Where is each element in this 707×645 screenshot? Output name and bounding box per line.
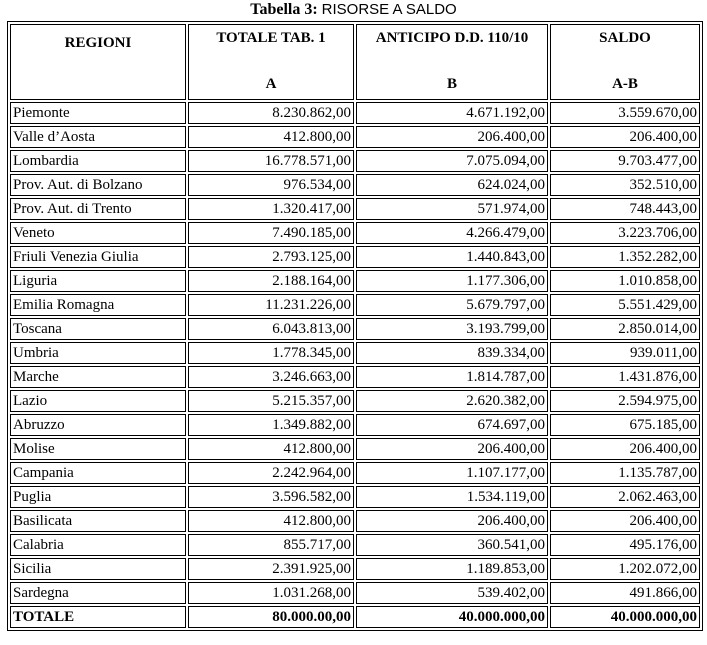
table-row [10,318,700,340]
resources-table [7,21,703,631]
total-saldo-cell: 40.000.000,00 [550,606,700,628]
region-cell: Campania [10,462,186,484]
anticipo-cell: 1.189.853,00 [356,558,548,580]
totale-cell: 7.490.185,00 [188,222,354,244]
table-row [10,102,700,124]
anticipo-cell: 1.534.119,00 [356,486,548,508]
table-row [10,486,700,508]
header-row [10,24,700,100]
table-row [10,126,700,148]
saldo-cell: 206.400,00 [550,510,700,532]
region-cell: Sicilia [10,558,186,580]
region-cell: Basilicata [10,510,186,532]
anticipo-cell: 4.671.192,00 [356,102,548,124]
anticipo-cell: 3.193.799,00 [356,318,548,340]
saldo-cell: 939.011,00 [550,342,700,364]
region-cell: Toscana [10,318,186,340]
region-cell: Valle d’Aosta [10,126,186,148]
anticipo-cell: 1.814.787,00 [356,366,548,388]
table-row [10,414,700,436]
saldo-cell: 675.185,00 [550,414,700,436]
anticipo-cell: 1.440.843,00 [356,246,548,268]
totale-cell: 2.188.164,00 [188,270,354,292]
table-row [10,582,700,604]
region-cell: Sardegna [10,582,186,604]
totale-cell: 5.215.357,00 [188,390,354,412]
table-row [10,246,700,268]
region-cell: Abruzzo [10,414,186,436]
region-cell: Umbria [10,342,186,364]
table-row [10,174,700,196]
table-row [10,294,700,316]
caption-label: Tabella 3: [250,1,318,18]
header-regioni [10,24,186,100]
totale-cell: 412.800,00 [188,438,354,460]
table-row [10,510,700,532]
header-totale-code: A [265,76,277,92]
total-totale-cell: 80.000.00,00 [188,606,354,628]
totale-cell: 855.717,00 [188,534,354,556]
header-anticipo-label: ANTICIPO D.D. 110/10 [375,30,529,46]
saldo-cell: 206.400,00 [550,126,700,148]
region-cell: Calabria [10,534,186,556]
totale-cell: 3.246.663,00 [188,366,354,388]
saldo-cell: 491.866,00 [550,582,700,604]
totale-cell: 412.800,00 [188,510,354,532]
header-saldo-label: SALDO [599,30,651,46]
total-label: TOTALE [10,606,186,628]
saldo-cell: 1.010.858,00 [550,270,700,292]
anticipo-cell: 7.075.094,00 [356,150,548,172]
anticipo-cell: 1.107.177,00 [356,462,548,484]
totale-cell: 1.320.417,00 [188,198,354,220]
header-totale-label: TOTALE TAB. 1 [216,30,326,46]
table-body [10,102,700,628]
totale-cell: 1.349.882,00 [188,414,354,436]
anticipo-cell: 206.400,00 [356,510,548,532]
header-saldo [550,24,700,100]
totale-cell: 8.230.862,00 [188,102,354,124]
anticipo-cell: 624.024,00 [356,174,548,196]
anticipo-cell: 839.334,00 [356,342,548,364]
saldo-cell: 206.400,00 [550,438,700,460]
region-cell: Lazio [10,390,186,412]
header-anticipo-code: B [446,76,457,92]
saldo-cell: 495.176,00 [550,534,700,556]
table-row [10,198,700,220]
table-row [10,366,700,388]
table-row [10,438,700,460]
region-cell: Prov. Aut. di Trento [10,198,186,220]
table-caption [0,1,707,19]
anticipo-cell: 674.697,00 [356,414,548,436]
anticipo-cell: 5.679.797,00 [356,294,548,316]
saldo-cell: 2.062.463,00 [550,486,700,508]
region-cell: Molise [10,438,186,460]
anticipo-cell: 2.620.382,00 [356,390,548,412]
saldo-cell: 352.510,00 [550,174,700,196]
totale-cell: 976.534,00 [188,174,354,196]
anticipo-cell: 360.541,00 [356,534,548,556]
region-cell: Lombardia [10,150,186,172]
region-cell: Veneto [10,222,186,244]
header-regioni-label: REGIONI [64,35,132,51]
region-cell: Liguria [10,270,186,292]
region-cell: Puglia [10,486,186,508]
anticipo-cell: 1.177.306,00 [356,270,548,292]
table-row [10,222,700,244]
saldo-cell: 3.223.706,00 [550,222,700,244]
saldo-cell: 2.594.975,00 [550,390,700,412]
table-row [10,270,700,292]
anticipo-cell: 539.402,00 [356,582,548,604]
saldo-cell: 1.431.876,00 [550,366,700,388]
anticipo-cell: 206.400,00 [356,126,548,148]
total-anticipo-cell: 40.000.000,00 [356,606,548,628]
region-cell: Friuli Venezia Giulia [10,246,186,268]
saldo-cell: 2.850.014,00 [550,318,700,340]
totale-cell: 412.800,00 [188,126,354,148]
saldo-cell: 748.443,00 [550,198,700,220]
region-cell: Prov. Aut. di Bolzano [10,174,186,196]
saldo-cell: 1.202.072,00 [550,558,700,580]
totale-cell: 2.793.125,00 [188,246,354,268]
saldo-cell: 1.135.787,00 [550,462,700,484]
totale-cell: 16.778.571,00 [188,150,354,172]
table-row [10,342,700,364]
total-row [10,606,700,628]
caption-text: RISORSE A SALDO [321,1,457,18]
table-row [10,558,700,580]
header-totale [188,24,354,100]
saldo-cell: 9.703.477,00 [550,150,700,172]
totale-cell: 1.778.345,00 [188,342,354,364]
table-row [10,390,700,412]
totale-cell: 6.043.813,00 [188,318,354,340]
region-cell: Piemonte [10,102,186,124]
totale-cell: 1.031.268,00 [188,582,354,604]
totale-cell: 2.242.964,00 [188,462,354,484]
saldo-cell: 3.559.670,00 [550,102,700,124]
header-saldo-code: A-B [612,76,638,92]
anticipo-cell: 206.400,00 [356,438,548,460]
header-anticipo [356,24,548,100]
totale-cell: 3.596.582,00 [188,486,354,508]
table-row [10,150,700,172]
anticipo-cell: 571.974,00 [356,198,548,220]
totale-cell: 11.231.226,00 [188,294,354,316]
table-row [10,462,700,484]
region-cell: Emilia Romagna [10,294,186,316]
table-row [10,534,700,556]
anticipo-cell: 4.266.479,00 [356,222,548,244]
region-cell: Marche [10,366,186,388]
totale-cell: 2.391.925,00 [188,558,354,580]
saldo-cell: 5.551.429,00 [550,294,700,316]
saldo-cell: 1.352.282,00 [550,246,700,268]
